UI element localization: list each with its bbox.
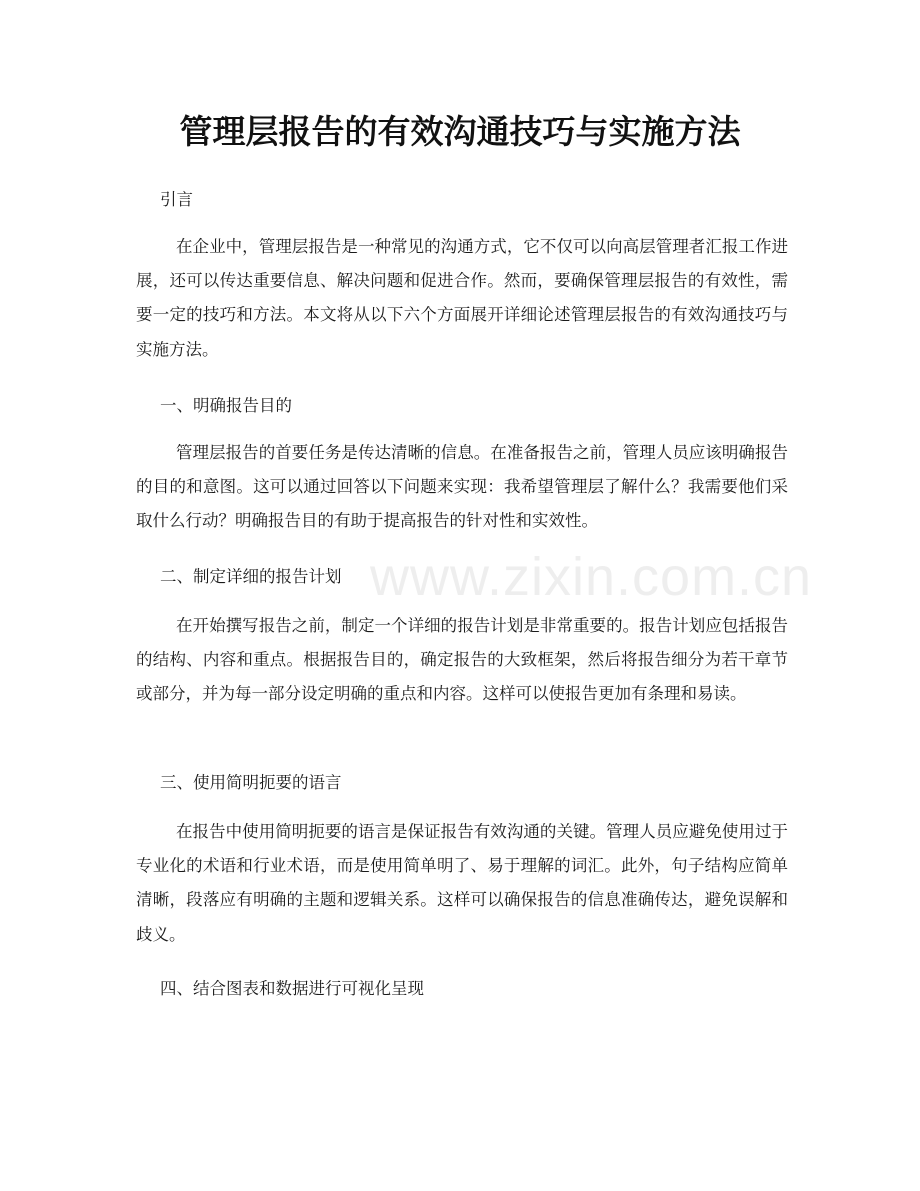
section-heading-2: 二、制定详细的报告计划 xyxy=(160,567,342,586)
intro-paragraph: 在企业中，管理层报告是一种常见的沟通方式，它不仅可以向高层管理者汇报工作进展，还可以传达重要信息、解决问题和促进合作。然而，要确保管理层报告的有效性，需要一定的技巧和方法。本文将从以下六个方面展开详细论述管理层报告的有效沟通技巧与实施方法。 xyxy=(136,237,788,359)
section-paragraph-3: 在报告中使用简明扼要的语言是保证报告有效沟通的关键。管理人员应避免使用过于专业化的术语和行业术语，而是使用简单明了、易于理解的词汇。此外，句子结构应简单清晰，段落应有明确的主题和逻辑关系。这样可以确保报告的信息准确传达，避免误解和歧义。 xyxy=(136,822,788,944)
section-paragraph-2: 在开始撰写报告之前，制定一个详细的报告计划是非常重要的。报告计划应包括报告的结构、内容和重点。根据报告目的，确定报告的大致框架，然后将报告细分为若干章节或部分，并为每一部分设定明确的重点和内容。这样可以使报告更加有条理和易读。 xyxy=(136,616,788,704)
section-paragraph-1: 管理层报告的首要任务是传达清晰的信息。在准备报告之前，管理人员应该明确报告的目的和意图。这可以通过回答以下问题来实现：我希望管理层了解什么？我需要他们采取什么行动？明确报告目的有助于提高报告的针对性和实效性。 xyxy=(136,443,788,531)
watermark: www.zixin.com.cn xyxy=(370,547,813,607)
document-title: 管理层报告的有效沟通技巧与实施方法 xyxy=(179,112,741,151)
section-heading-1: 一、明确报告目的 xyxy=(160,396,292,415)
section-heading-4: 四、结合图表和数据进行可视化呈现 xyxy=(160,979,424,998)
section-heading-3: 三、使用简明扼要的语言 xyxy=(160,773,342,792)
intro-heading: 引言 xyxy=(160,190,193,209)
